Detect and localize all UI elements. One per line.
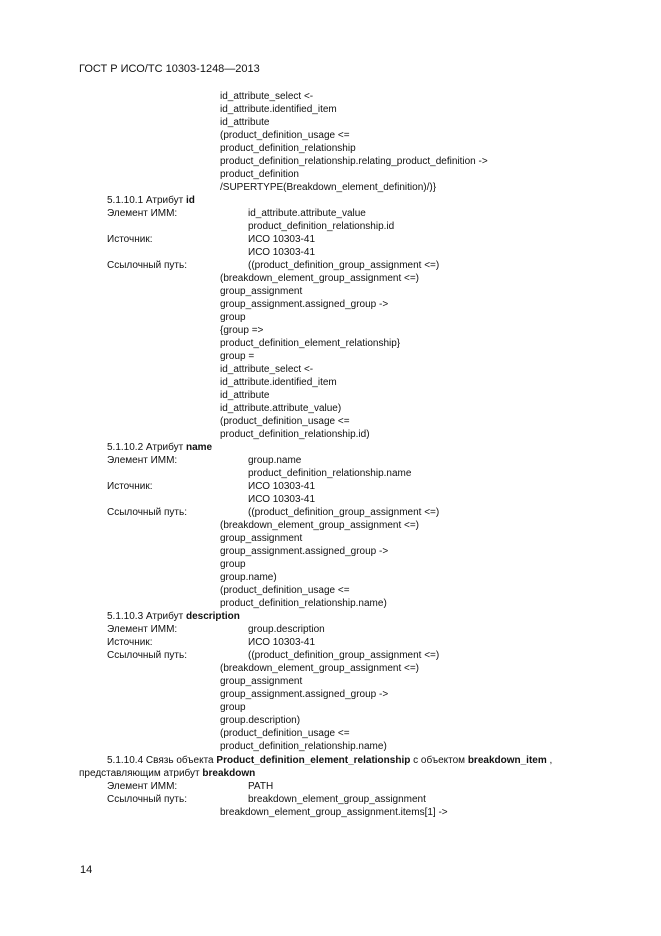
text: (breakdown_element_group_assignment <=) bbox=[220, 663, 420, 674]
aim-element-value bbox=[248, 623, 325, 636]
document-header: ГОСТ Р ИСО/ТС 10303-1248—2013 bbox=[79, 63, 260, 75]
bold-text: breakdown bbox=[202, 768, 256, 779]
section-title bbox=[107, 441, 212, 454]
source-value bbox=[248, 480, 315, 493]
text: 5.1.10.1 Атрибут bbox=[107, 195, 186, 206]
text: ИСО 10303-41 bbox=[248, 234, 316, 245]
reference-path-line bbox=[220, 324, 263, 337]
reference-path-line bbox=[220, 181, 436, 194]
text: group_assignment bbox=[220, 676, 303, 687]
reference-path-line bbox=[220, 272, 419, 285]
reference-path-line bbox=[220, 532, 302, 545]
text: ИСО 10303-41 bbox=[248, 247, 316, 258]
text: product_definition_relationship.id) bbox=[220, 429, 370, 440]
reference-path-line bbox=[220, 571, 277, 584]
text: Элемент ИММ: bbox=[107, 624, 178, 635]
text: Источник: bbox=[107, 637, 153, 648]
reference-path-line bbox=[220, 285, 302, 298]
text: id_attribute_select <- bbox=[220, 364, 314, 375]
text: group_assignment.assigned_group -> bbox=[220, 299, 389, 310]
reference-path-line bbox=[220, 727, 350, 740]
text: представляющим атрибут bbox=[79, 768, 203, 779]
bold-text: description bbox=[185, 611, 240, 622]
text: ИСО 10303-41 bbox=[248, 637, 316, 648]
source-label bbox=[107, 636, 152, 649]
text: (product_definition_usage <= bbox=[220, 728, 350, 739]
reference-path-line bbox=[220, 584, 350, 597]
text: Источник: bbox=[107, 234, 153, 245]
aim-element-label bbox=[107, 207, 177, 220]
text: {group => bbox=[220, 325, 264, 336]
reference-path-label bbox=[107, 506, 187, 519]
reference-path-line bbox=[220, 129, 350, 142]
text: 5.1.10.2 Атрибут bbox=[107, 442, 186, 453]
text: group_assignment bbox=[220, 533, 303, 544]
reference-path-line bbox=[220, 389, 269, 402]
text: 5.1.10.4 Связь объекта bbox=[107, 755, 217, 766]
text: с объектом bbox=[410, 755, 468, 766]
aim-element-value bbox=[248, 467, 411, 480]
text: id_attribute bbox=[220, 117, 270, 128]
text: /SUPERTYPE(Breakdown_element_definition)/)} bbox=[220, 182, 437, 193]
reference-path-line bbox=[220, 545, 388, 558]
text: id_attribute.identified_item bbox=[220, 377, 337, 388]
text: product_definition_element_relationship} bbox=[220, 338, 401, 349]
text: product_definition_relationship.name bbox=[248, 468, 412, 479]
reference-path-label bbox=[107, 649, 187, 662]
reference-path-line bbox=[220, 116, 269, 129]
source-value bbox=[248, 493, 315, 506]
reference-path-line bbox=[220, 558, 246, 571]
section-title bbox=[107, 194, 195, 207]
reference-path-line bbox=[220, 298, 388, 311]
text: group.name bbox=[248, 455, 302, 466]
text: product_definition_relationship.name) bbox=[220, 598, 387, 609]
bold-text: id bbox=[185, 195, 195, 206]
bold-text: name bbox=[185, 442, 213, 453]
aim-element-value bbox=[248, 780, 273, 793]
text: group.description) bbox=[220, 715, 301, 726]
text: group bbox=[220, 702, 246, 713]
reference-path-line bbox=[220, 428, 370, 441]
reference-path-line bbox=[220, 311, 246, 324]
aim-element-label bbox=[107, 454, 177, 467]
bold-text: breakdown_item bbox=[467, 755, 547, 766]
text: Ссылочный путь: bbox=[107, 650, 187, 661]
aim-element-label bbox=[107, 623, 177, 636]
text: group bbox=[220, 312, 246, 323]
text: product_definition_relationship bbox=[220, 143, 356, 154]
reference-path-line bbox=[220, 103, 337, 116]
text: Источник: bbox=[107, 481, 153, 492]
aim-element-value bbox=[248, 207, 366, 220]
text: id_attribute.attribute_value) bbox=[220, 403, 342, 414]
reference-path-line bbox=[220, 740, 387, 753]
reference-path-line bbox=[220, 701, 246, 714]
text: Ссылочный путь: bbox=[107, 794, 187, 805]
bold-text: Product_definition_element_relationship bbox=[216, 755, 411, 766]
reference-path-line bbox=[248, 649, 439, 662]
reference-path-line bbox=[220, 90, 313, 103]
text: group_assignment.assigned_group -> bbox=[220, 546, 389, 557]
source-label bbox=[107, 233, 152, 246]
reference-path-line bbox=[248, 506, 439, 519]
reference-path-line bbox=[220, 714, 300, 727]
text: Ссылочный путь: bbox=[107, 260, 187, 271]
page-number: 14 bbox=[80, 864, 93, 876]
text: Элемент ИММ: bbox=[107, 455, 178, 466]
text: , bbox=[546, 755, 553, 766]
text: group bbox=[220, 559, 246, 570]
reference-path-line bbox=[220, 155, 488, 168]
reference-path-label bbox=[107, 793, 187, 806]
text: id_attribute.attribute_value bbox=[248, 208, 366, 219]
text: product_definition_relationship.relating_product_definition -> bbox=[220, 156, 488, 167]
reference-path-line bbox=[220, 806, 448, 819]
text: group_assignment bbox=[220, 286, 303, 297]
text: Элемент ИММ: bbox=[107, 208, 178, 219]
aim-element-value bbox=[248, 220, 394, 233]
text: (product_definition_usage <= bbox=[220, 585, 350, 596]
text: id_attribute bbox=[220, 390, 270, 401]
text: ((product_definition_group_assignment <=) bbox=[248, 650, 440, 661]
source-value bbox=[248, 636, 315, 649]
text: product_definition bbox=[220, 169, 299, 180]
text: PATH bbox=[248, 781, 274, 792]
reference-path-line bbox=[220, 363, 313, 376]
section-title bbox=[107, 610, 240, 623]
section-title-continuation bbox=[79, 767, 255, 780]
reference-path-line bbox=[220, 662, 419, 675]
reference-path-line bbox=[220, 675, 302, 688]
reference-path-line bbox=[248, 259, 439, 272]
text: Элемент ИММ: bbox=[107, 781, 178, 792]
reference-path-line bbox=[220, 168, 299, 181]
reference-path-line bbox=[220, 142, 356, 155]
text: id_attribute_select <- bbox=[220, 91, 314, 102]
reference-path-label bbox=[107, 259, 187, 272]
reference-path-line bbox=[220, 402, 341, 415]
text: ИСО 10303-41 bbox=[248, 481, 316, 492]
text: (breakdown_element_group_assignment <=) bbox=[220, 273, 420, 284]
text: id_attribute.identified_item bbox=[220, 104, 337, 115]
text: breakdown_element_group_assignment bbox=[248, 794, 426, 805]
text: product_definition_relationship.name) bbox=[220, 741, 387, 752]
reference-path-line bbox=[220, 597, 387, 610]
reference-path-line bbox=[220, 519, 419, 532]
reference-path-line bbox=[220, 350, 254, 363]
aim-element-value bbox=[248, 454, 301, 467]
aim-element-label bbox=[107, 780, 177, 793]
text: product_definition_relationship.id bbox=[248, 221, 395, 232]
text: breakdown_element_group_assignment.items[1] -> bbox=[220, 807, 448, 818]
text: group_assignment.assigned_group -> bbox=[220, 689, 389, 700]
source-value bbox=[248, 233, 315, 246]
reference-path-line bbox=[220, 415, 350, 428]
reference-path-line bbox=[220, 337, 400, 350]
text: (product_definition_usage <= bbox=[220, 130, 350, 141]
text: ((product_definition_group_assignment <=) bbox=[248, 260, 440, 271]
source-label bbox=[107, 480, 152, 493]
text: ИСО 10303-41 bbox=[248, 494, 316, 505]
text: (breakdown_element_group_assignment <=) bbox=[220, 520, 420, 531]
text: group.name) bbox=[220, 572, 277, 583]
reference-path-line bbox=[220, 376, 337, 389]
section-title bbox=[107, 754, 552, 767]
text: Ссылочный путь: bbox=[107, 507, 187, 518]
reference-path-line bbox=[248, 793, 426, 806]
text: (product_definition_usage <= bbox=[220, 416, 350, 427]
text: group = bbox=[220, 351, 255, 362]
text: group.description bbox=[248, 624, 325, 635]
text: 5.1.10.3 Атрибут bbox=[107, 611, 186, 622]
reference-path-line bbox=[220, 688, 388, 701]
source-value bbox=[248, 246, 315, 259]
text: ((product_definition_group_assignment <=) bbox=[248, 507, 440, 518]
